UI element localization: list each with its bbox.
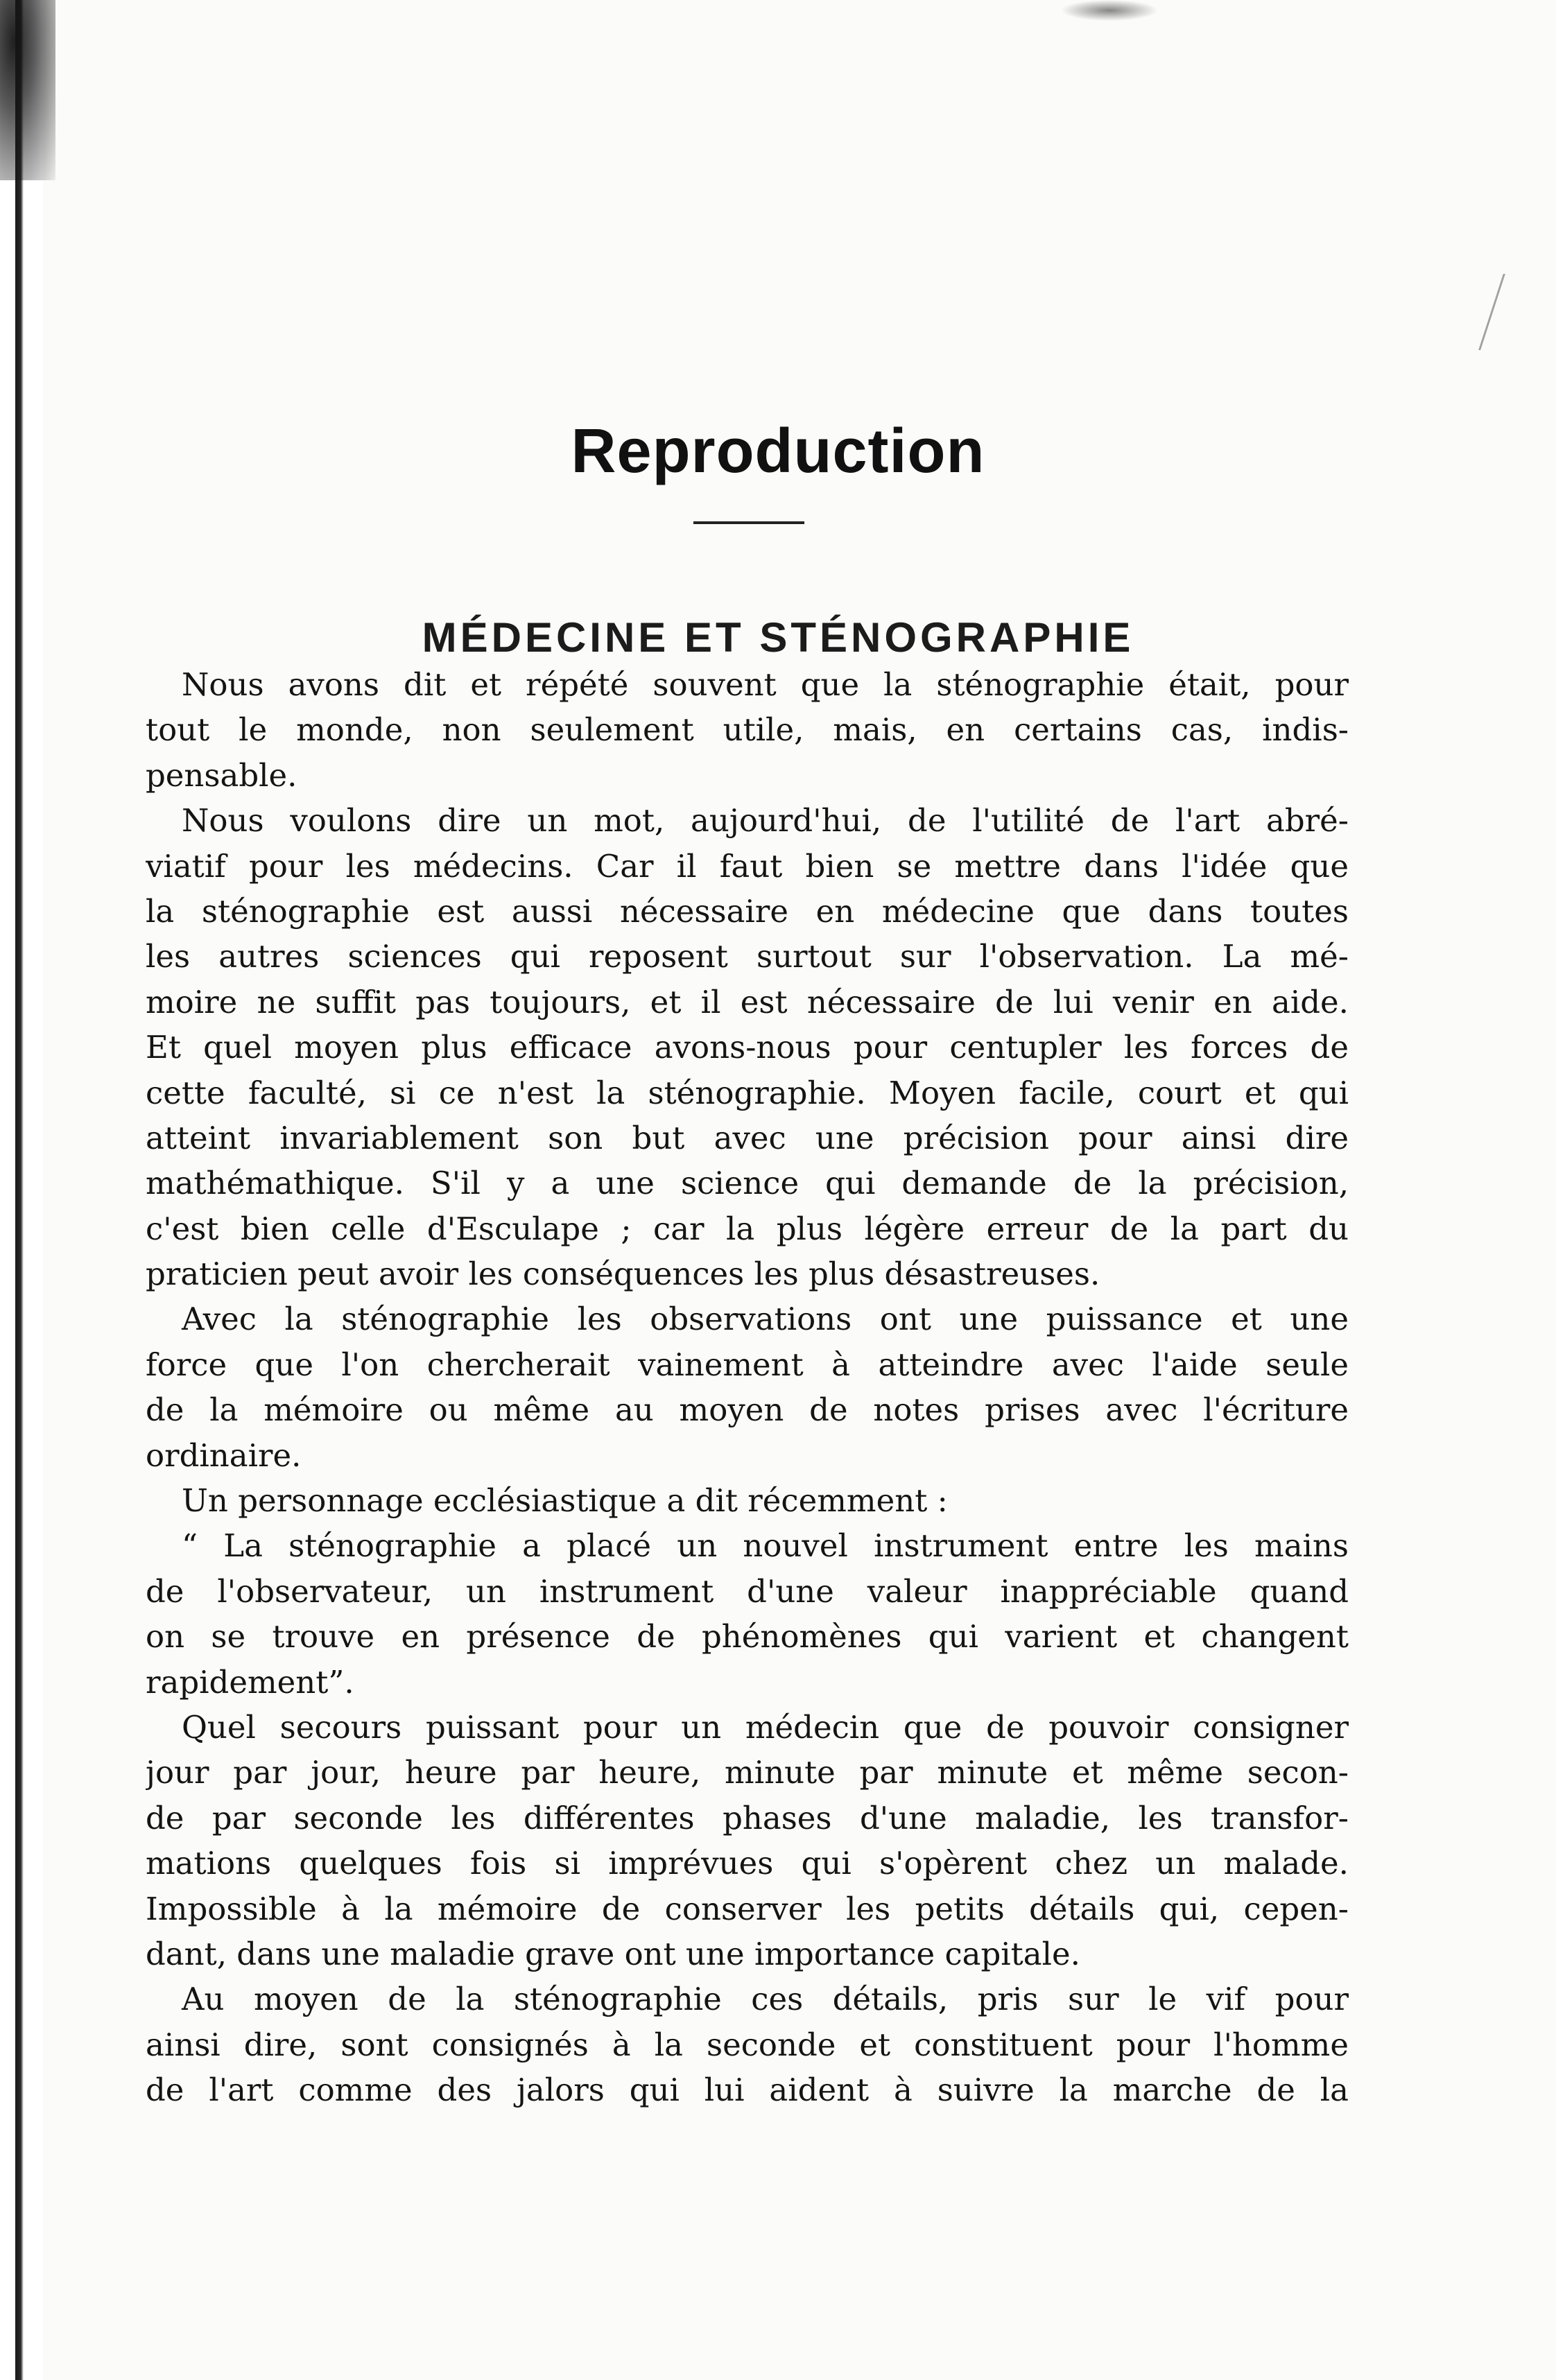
text-line: dant, dans une maladie grave ont une importance capitale. (146, 1935, 1080, 1972)
text-line: de la mémoire ou même au moyen de notes prises avec l'écriture (146, 1391, 1349, 1429)
text-line: “ La sténographie a placé un nouvel instrument entre les mains (182, 1527, 1349, 1565)
scan-smudge (0, 0, 55, 180)
text-line: ordinaire. (146, 1436, 302, 1474)
text-line: de par seconde les différentes phases d'une maladie, les transfor- (146, 1799, 1349, 1836)
text-line: Et quel moyen plus efficace avons-nous pour centupler les forces de (146, 1029, 1349, 1066)
text-line: Au moyen de la sténographie ces détails, pris sur le vif pour (182, 1981, 1349, 2018)
text-line: jour par jour, heure par heure, minute par minute et même secon- (146, 1754, 1349, 1791)
text-line: atteint invariablement son but avec une précision pour ainsi dire (146, 1119, 1349, 1156)
text-line: Quel secours puissant pour un médecin que de pouvoir consigner (182, 1708, 1349, 1746)
page-binding-edge (0, 0, 43, 2380)
text-line: mations quelques fois si imprévues qui s'opèrent chez un malade. (146, 1845, 1349, 1882)
text-line: la sténographie est aussi nécessaire en médecine que dans toutes (146, 892, 1349, 930)
text-line: les autres sciences qui reposent surtout sur l'observation. La mé- (146, 938, 1349, 975)
text-line: de l'observateur, un instrument d'une valeur inappréciable quand (146, 1572, 1349, 1610)
text-line: force que l'on chercherait vainement à atteindre avec l'aide seule (146, 1346, 1349, 1383)
text-line: pensable. (146, 756, 297, 794)
text-line: tout le monde, non seulement utile, mais, en certains cas, indis- (146, 711, 1349, 749)
text-line: mathémathique. S'il y a une science qui demande de la précision, (146, 1165, 1349, 1202)
section-heading: MÉDECINE ET STÉNOGRAPHIE (422, 614, 1134, 661)
text-line: c'est bien celle d'Esculape ; car la plus légère erreur de la part du (146, 1210, 1349, 1247)
text-line: cette faculté, si ce n'est la sténographie. Moyen facile, court et qui (146, 1074, 1349, 1111)
text-line: viatif pour les médecins. Car il faut bien se mettre dans l'idée que (146, 847, 1349, 885)
text-line: de l'art comme des jalors qui lui aident à suivre la marche de la (146, 2071, 1349, 2109)
margin-mark (1478, 274, 1533, 350)
article-body (146, 662, 1349, 2113)
text-line: ainsi dire, sont consignés à la seconde et constituent pour l'homme (146, 2026, 1349, 2063)
text-line: on se trouve en présence de phénomènes qui varient et changent (146, 1618, 1349, 1656)
scan-speckle (1054, 0, 1220, 35)
text-line: praticien peut avoir les conséquences les plus désastreuses. (146, 1256, 1100, 1293)
text-line: Nous voulons dire un mot, aujourd'hui, de l'utilité de l'art abré- (182, 802, 1349, 840)
text-line: rapidement”. (146, 1663, 354, 1701)
page-title: Reproduction (571, 417, 985, 487)
title-rule (693, 521, 804, 524)
text-line: Nous avons dit et répété souvent que la sténographie était, pour (182, 666, 1349, 703)
text-line: Impossible à la mémoire de conserver les petits détails qui, cepen- (146, 1890, 1349, 1927)
text-line: Avec la sténographie les observations ont une puissance et une (182, 1301, 1349, 1338)
text-line: moire ne suffit pas toujours, et il est nécessaire de lui venir en aide. (146, 983, 1349, 1020)
text-line: Un personnage ecclésiastique a dit récemment : (182, 1482, 948, 1520)
